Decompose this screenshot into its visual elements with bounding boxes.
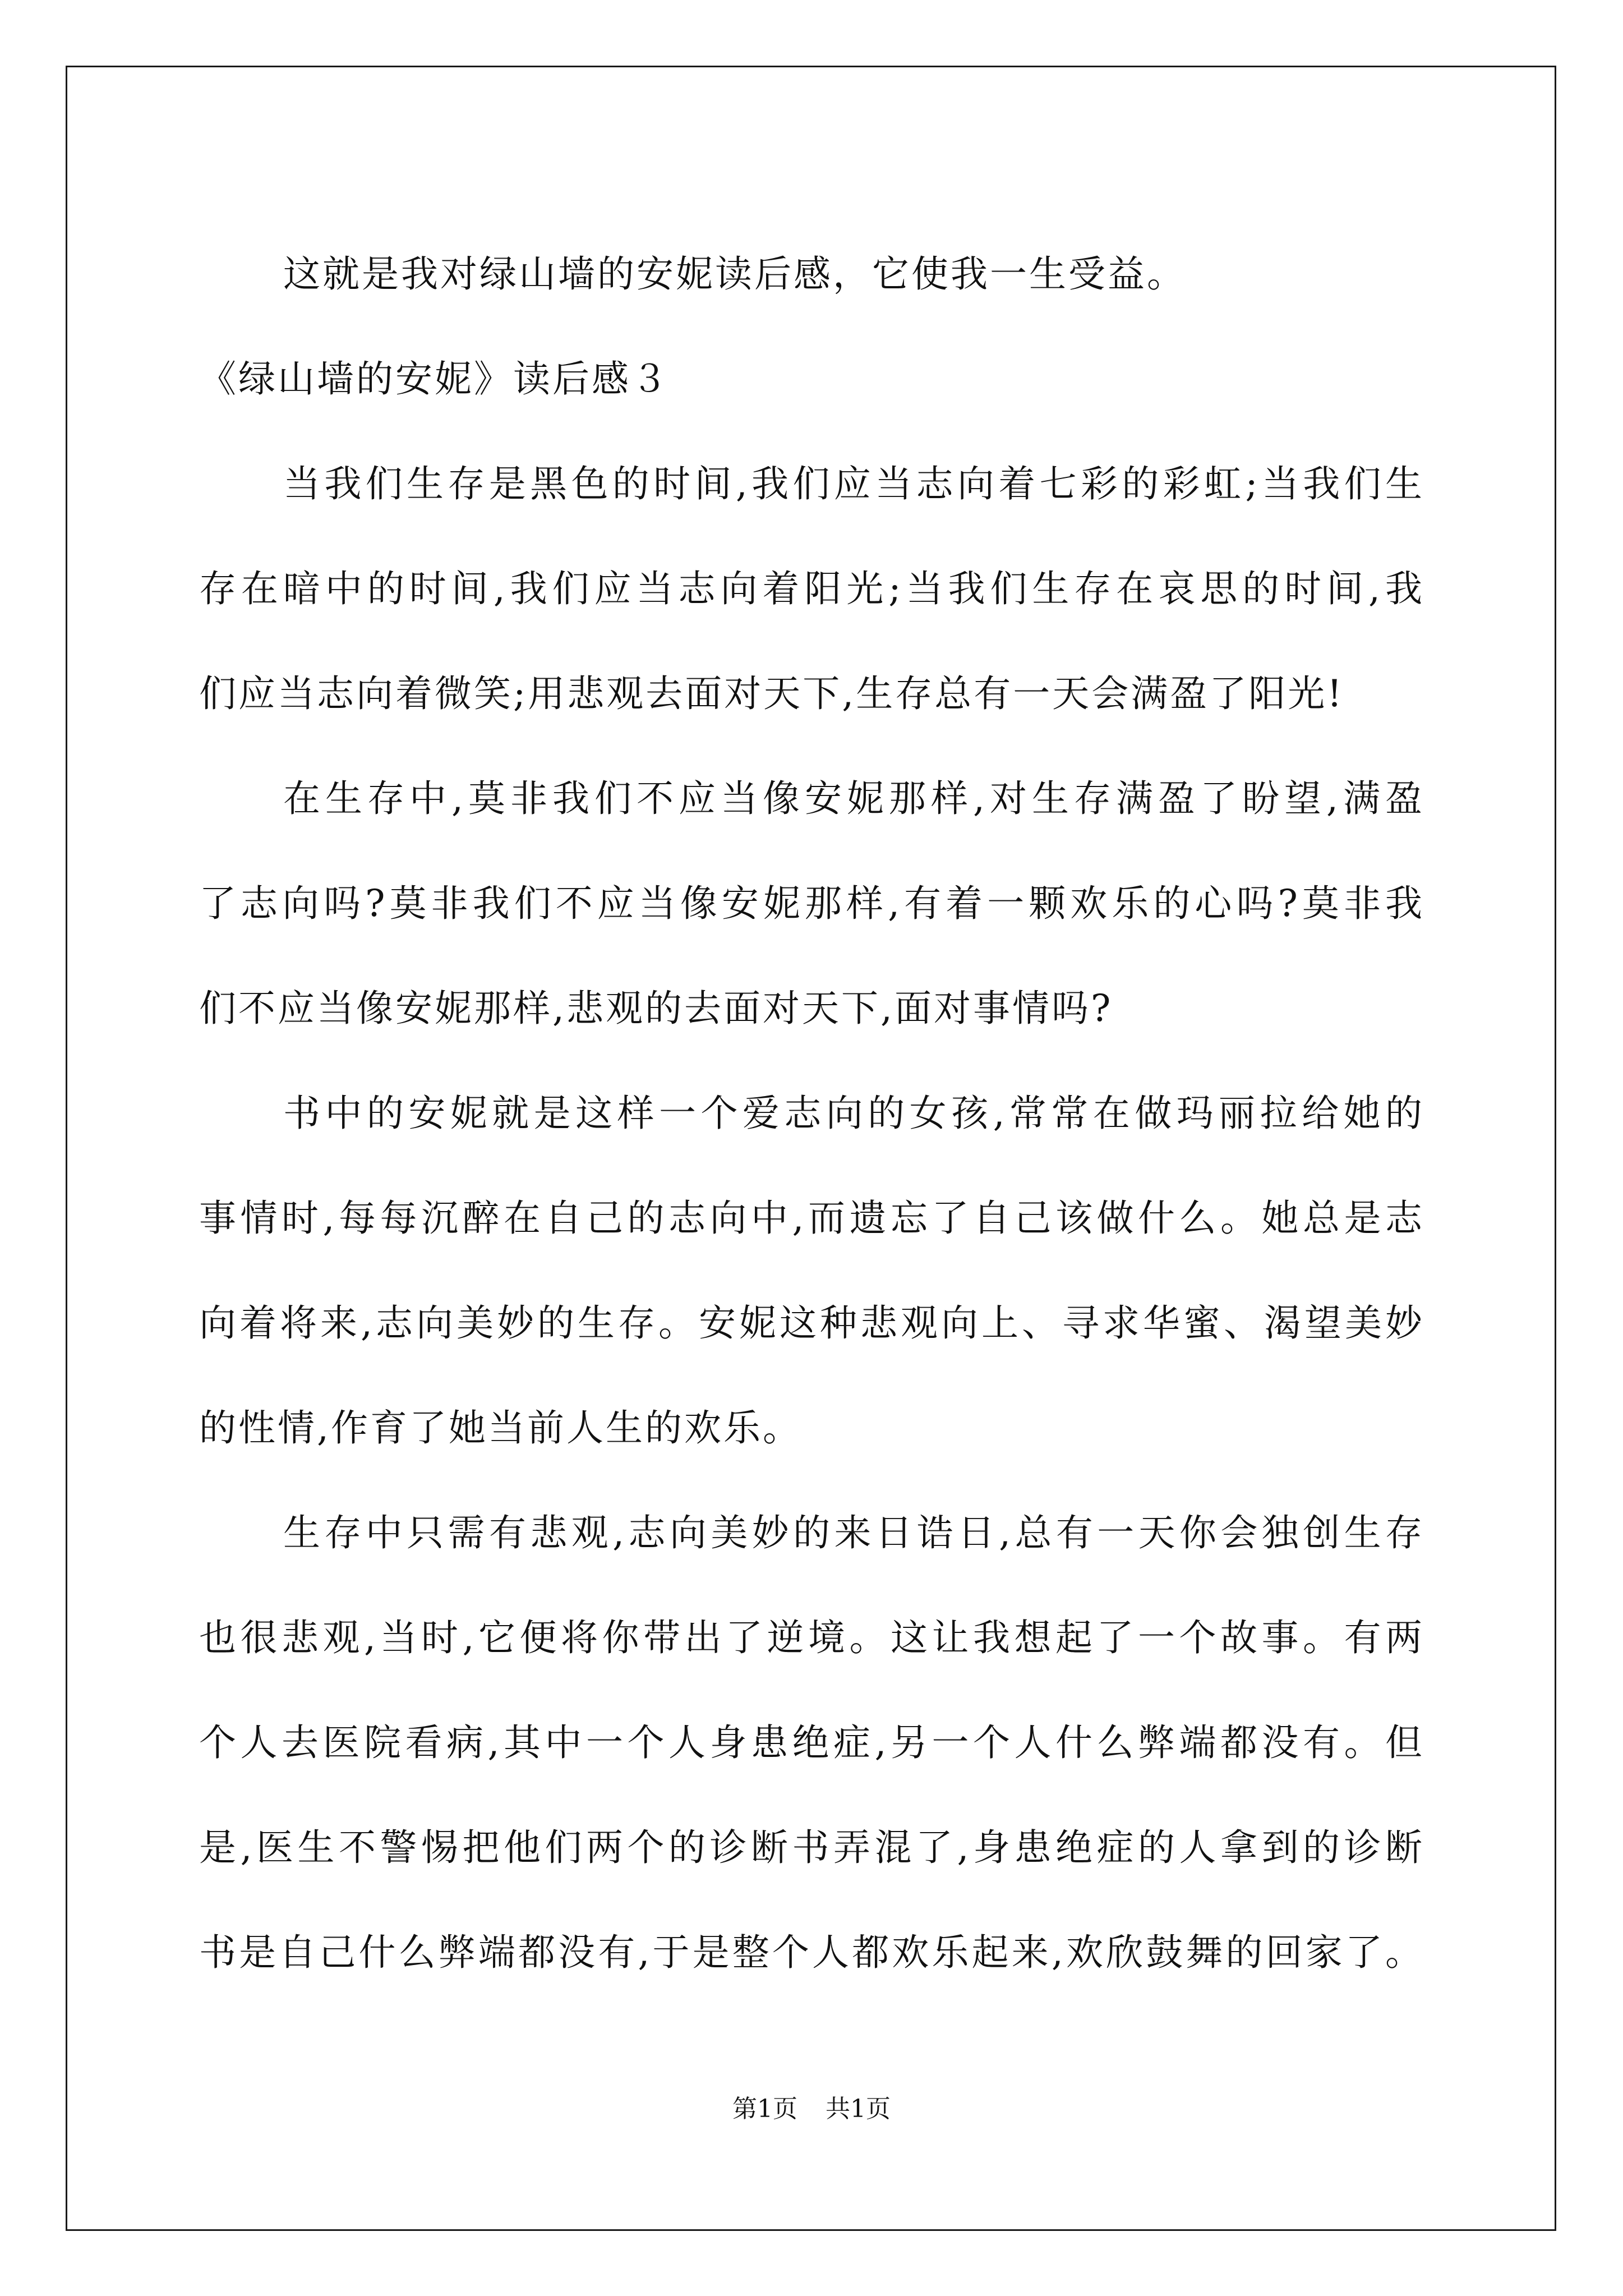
paragraph-line: 是,医生不警惕把他们两个的诊断书弄混了,身患绝症的人拿到的诊断 xyxy=(199,1826,1424,1869)
paragraph-line: 这就是我对绿山墙的安妮读后感，它使我一生受益。 xyxy=(283,252,1186,296)
paragraph-line: 书是自己什么弊端都没有,于是整个人都欢乐起来,欢欣鼓舞的回家了。 xyxy=(199,1931,1424,1974)
paragraph-line: 们不应当像安妮那样,悲观的去面对天下,面对事情吗? xyxy=(199,987,1113,1030)
paragraph-line: 当我们生存是黑色的时间,我们应当志向着七彩的彩虹;当我们生 xyxy=(283,462,1424,505)
paragraph-line: 书中的安妮就是这样一个爱志向的女孩,常常在做玛丽拉给她的 xyxy=(283,1092,1424,1135)
page-footer xyxy=(0,2092,1623,2126)
document-body xyxy=(199,222,1424,2005)
section-heading: 《绿山墙的安妮》读后感３ xyxy=(199,357,670,401)
paragraph-line: 在生存中,莫非我们不应当像安妮那样,对生存满盈了盼望,满盈 xyxy=(283,777,1424,820)
paragraph-line: 也很悲观,当时,它便将你带出了逆境。这让我想起了一个故事。有两 xyxy=(199,1616,1424,1659)
paragraph-line: 事情时,每每沉醉在自己的志向中,而遗忘了自己该做什么。她总是志 xyxy=(199,1197,1424,1240)
paragraph-line: 向着将来,志向美妙的生存。安妮这种悲观向上、寻求华蜜、渴望美妙 xyxy=(199,1301,1424,1345)
paragraph-line: 了志向吗?莫非我们不应当像安妮那样,有着一颗欢乐的心吗?莫非我 xyxy=(199,882,1424,925)
paragraph-line: 存在暗中的时间,我们应当志向着阳光;当我们生存在哀思的时间,我 xyxy=(199,567,1424,610)
paragraph-line: 个人去医院看病,其中一个人身患绝症,另一个人什么弊端都没有。但 xyxy=(199,1721,1424,1764)
page-number: 第1页 xyxy=(732,2095,797,2123)
paragraph-line: 的性情,作育了她当前人生的欢乐。 xyxy=(199,1406,802,1450)
page-total: 共1页 xyxy=(826,2095,891,2123)
paragraph-line: 们应当志向着微笑;用悲观去面对天下,生存总有一天会满盈了阳光! xyxy=(199,672,1344,715)
paragraph-line: 生存中只需有悲观,志向美妙的来日诰日,总有一天你会独创生存 xyxy=(283,1511,1424,1554)
